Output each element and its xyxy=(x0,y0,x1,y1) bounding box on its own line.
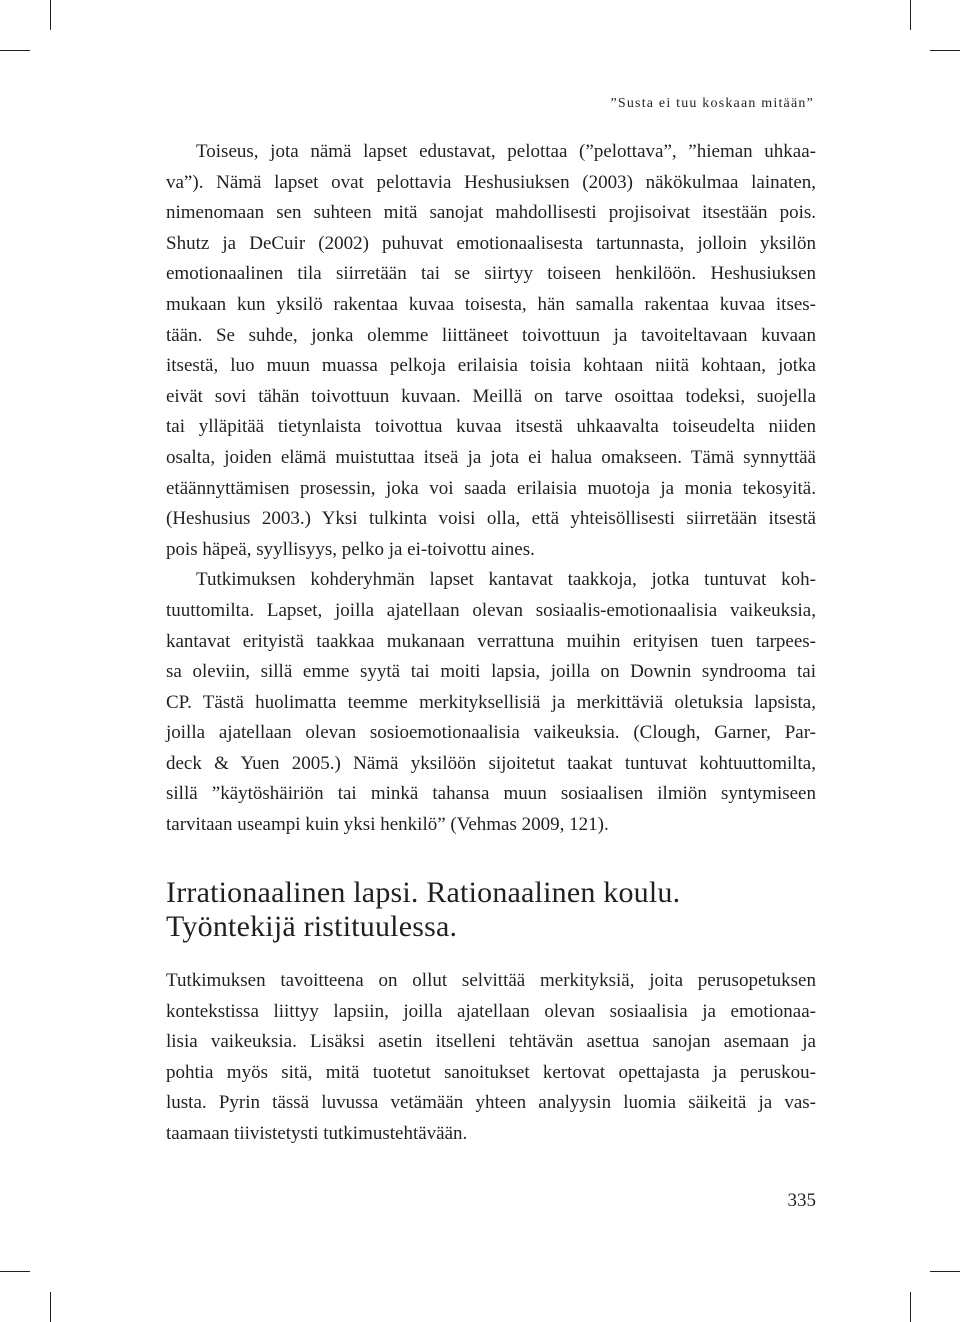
heading-line: Työntekijä ristituulessa. xyxy=(166,910,458,943)
crop-mark xyxy=(50,1292,51,1322)
crop-mark xyxy=(50,0,51,30)
running-head: ”Susta ei tuu koskaan mitään” xyxy=(610,96,814,111)
text-line: eivät sovi tähän toivottuun kuvaan. Meillä on tarve osoittaa todeksi, suojella xyxy=(166,385,816,407)
text-line: pohtia myös sitä, mitä tuotetut sanoitukset kertovat opettajasta ja peruskou- xyxy=(166,1061,816,1083)
crop-mark xyxy=(910,0,911,30)
crop-mark xyxy=(930,50,960,51)
text-line: tai ylläpitää tietynlaista toivottua kuvaa itsestä uhkaavalta toiseudelta niiden xyxy=(166,416,816,438)
text-line: etäännyttämisen prosessin, joka voi saada erilaisia muotoja ja monia tekosyitä. xyxy=(166,477,816,499)
text-line: mukaan kun yksilö rakentaa kuvaa toisesta, hän samalla rakentaa kuvaa itses- xyxy=(166,293,816,315)
text-line: itsestä, luo muun muassa pelkoja erilaisia toisia kohtaan niitä kohtaan, jotka xyxy=(166,355,816,377)
text-line: kantavat erityistä taakkaa mukanaan verrattuna muihin erityisen tuen tarpees- xyxy=(166,630,816,652)
text-line: va”). Nämä lapset ovat pelottavia Heshusiuksen (2003) näkökulmaa lainaten, xyxy=(166,171,816,193)
text-line: Tutkimuksen kohderyhmän lapset kantavat taakkoja, jotka tuntuvat koh- xyxy=(196,569,816,591)
text-line: sillä ”käytöshäiriön tai minkä tahansa muun sosiaalisen ilmiön syntymiseen xyxy=(166,783,816,805)
text-line: taamaan tiivistetysti tutkimustehtävään. xyxy=(166,1122,468,1144)
text-line: deck & Yuen 2005.) Nämä yksilöön sijoitetut taakat tuntuvat kohtuuttomilta, xyxy=(166,752,816,774)
text-line: lisia vaikeuksia. Lisäksi asetin itselleni tehtävän asettua sanojan asemaan ja xyxy=(166,1031,816,1053)
text-line: tarvitaan useampi kuin yksi henkilö” (Vehmas 2009, 121). xyxy=(166,814,609,836)
heading-line: Irrationaalinen lapsi. Rationaalinen koulu. xyxy=(166,876,681,909)
body-text xyxy=(166,137,816,841)
paragraph-1 xyxy=(166,137,816,565)
text-line: osalta, joiden elämä muistuttaa itseä ja jota ei halua omakseen. Tämä synnyttää xyxy=(166,446,816,468)
text-line: Shutz ja DeCuir (2002) puhuvat emotionaalisesta tartunnasta, jolloin yksilön xyxy=(166,232,816,254)
paragraph-3 xyxy=(166,966,816,1150)
crop-mark xyxy=(910,1292,911,1322)
text-line: CP. Tästä huolimatta teemme merkityksellisiä ja merkittäviä oletuksia lapsista, xyxy=(166,691,816,713)
section-heading xyxy=(166,876,680,944)
text-line: nimenomaan sen suhteen mitä sanojat mahdollisesti projisoivat itsestään pois. xyxy=(166,202,816,224)
crop-mark xyxy=(930,1271,960,1272)
text-line: lusta. Pyrin tässä luvussa vetämään yhteen analyysin luomia säikeitä ja vas- xyxy=(166,1092,816,1114)
text-line: Toiseus, jota nämä lapset edustavat, pelottaa (”pelottava”, ”hieman uhkaa- xyxy=(196,141,816,162)
text-line: joilla ajatellaan olevan sosioemotionaalisia vaikeuksia. (Clough, Garner, Par- xyxy=(166,722,816,744)
page-number: 335 xyxy=(787,1190,816,1211)
text-line: tuuttomilta. Lapset, joilla ajatellaan olevan sosiaalis-emotionaalisia vaikeuksia, xyxy=(166,599,816,621)
section-text xyxy=(166,966,816,1150)
text-line: (Heshusius 2003.) Yksi tulkinta voisi olla, että yhteisöllisesti siirretään itsestä xyxy=(166,508,816,530)
text-line: kontekstissa liittyy lapsiin, joilla ajatellaan olevan sosiaalisia ja emotionaa- xyxy=(166,1000,816,1022)
crop-mark xyxy=(0,1271,30,1272)
paragraph-2 xyxy=(166,565,816,840)
text-line: tään. Se suhde, jonka olemme liittäneet toivottuun ja tavoiteltavaan kuvaan xyxy=(166,324,816,346)
text-line: pois häpeä, syyllisyys, pelko ja ei-toivottu aines. xyxy=(166,538,535,560)
text-line: emotionaalinen tila siirretään tai se siirtyy toiseen henkilöön. Heshusiuksen xyxy=(166,263,816,285)
text-line: sa oleviin, sillä emme syytä tai moiti lapsia, joilla on Downin syndrooma tai xyxy=(166,661,816,683)
crop-mark xyxy=(0,50,30,51)
text-line: Tutkimuksen tavoitteena on ollut selvittää merkityksiä, joita perusopetuksen xyxy=(166,970,816,991)
